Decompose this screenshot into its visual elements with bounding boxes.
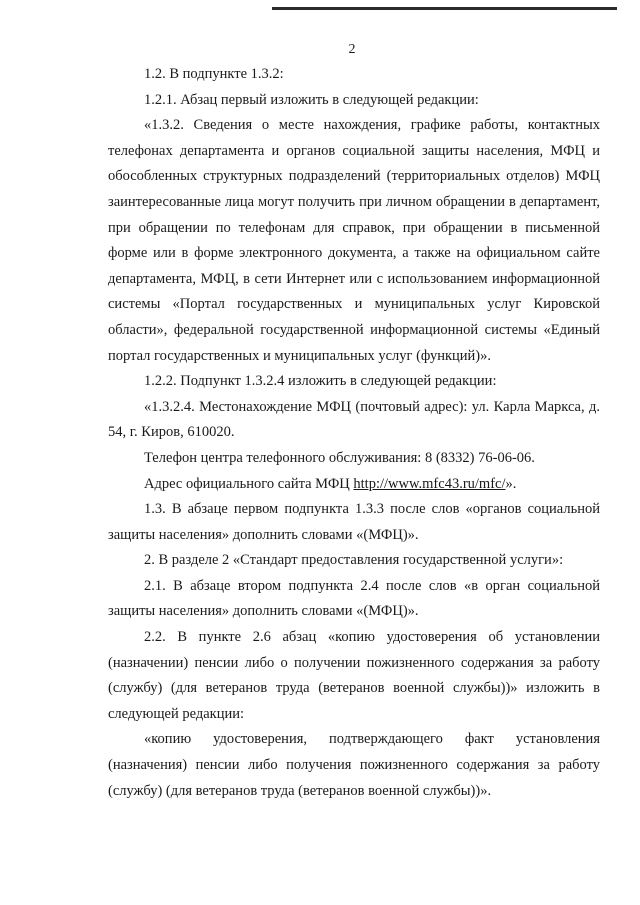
paragraph-website: [108, 472, 600, 498]
paragraph-1-3: 1.3. В абзаце первом подпункта 1.3.3 после слов «органов социальной защиты населения» дополнить словами «(МФЦ)».: [108, 501, 600, 543]
paragraph-1-2: 1.2. В подпункте 1.3.2:: [144, 66, 284, 82]
paragraph-2: 2. В разделе 2 «Стандарт предоставления государственной услуги»:: [144, 552, 564, 569]
paragraph-2-2: 2.2. В пункте 2.6 абзац «копию удостоверения об установлении (назначении) пенсии либо о получении пожизненного содержания за работу (службу) (для ветеранов труда (ветеранов военной службы))» изложить в следующей редакции:: [108, 629, 600, 722]
website-prefix: Адрес официального сайта МФЦ: [144, 475, 354, 492]
document-body: [108, 62, 600, 804]
header-rule: [272, 7, 617, 10]
page-number: 2: [348, 42, 356, 57]
website-suffix: ».: [505, 475, 517, 492]
paragraph-2-2-new-text: «копию удостоверения, подтверждающего факт установления (назначения) пенсии либо получения пожизненного содержания за работу (службу) (для ветеранов труда (ветеранов военной службы))».: [108, 731, 600, 799]
paragraph-phone: Телефон центра телефонного обслуживания: 8 (8332) 76-06-06.: [144, 449, 535, 466]
paragraph-2-1: 2.1. В абзаце втором подпункта 2.4 после слов «в орган социальной защиты населения» дополнить словами «(МФЦ)».: [108, 577, 600, 620]
paragraph-1-3-2-4-address: «1.3.2.4. Местонахождение МФЦ (почтовый адрес): ул. Карла Маркса, д. 54, г. Киров, 610020.: [108, 398, 600, 441]
mfc-website-link[interactable]: http://www.mfc43.ru/mfc/: [353, 475, 506, 492]
paragraph-1-3-2-quote: «1.3.2. Сведения о месте нахождения, графике работы, контактных телефонах департамента и органов социальной защиты населения, МФЦ и обособленных структурных подразделений (территориальных отделов) МФЦ заинтересованные лица могут получить при личном обращении в департамент, при обращении по телефонам для справок, при обращении в письменной форме или в форме электронного документа, а также на официальном сайте департамента, МФЦ, в сети Интернет или с использованием информационной системы «Портал государственных и муниципальных услуг Кировской области», федеральной государственной информационной системы «Единый портал государственных и муниципальных услуг (функций)».: [108, 117, 600, 364]
paragraph-1-2-1: 1.2.1. Абзац первый изложить в следующей редакции:: [144, 91, 479, 108]
paragraph-1-2-2: 1.2.2. Подпункт 1.3.2.4 изложить в следующей редакции:: [144, 373, 497, 390]
